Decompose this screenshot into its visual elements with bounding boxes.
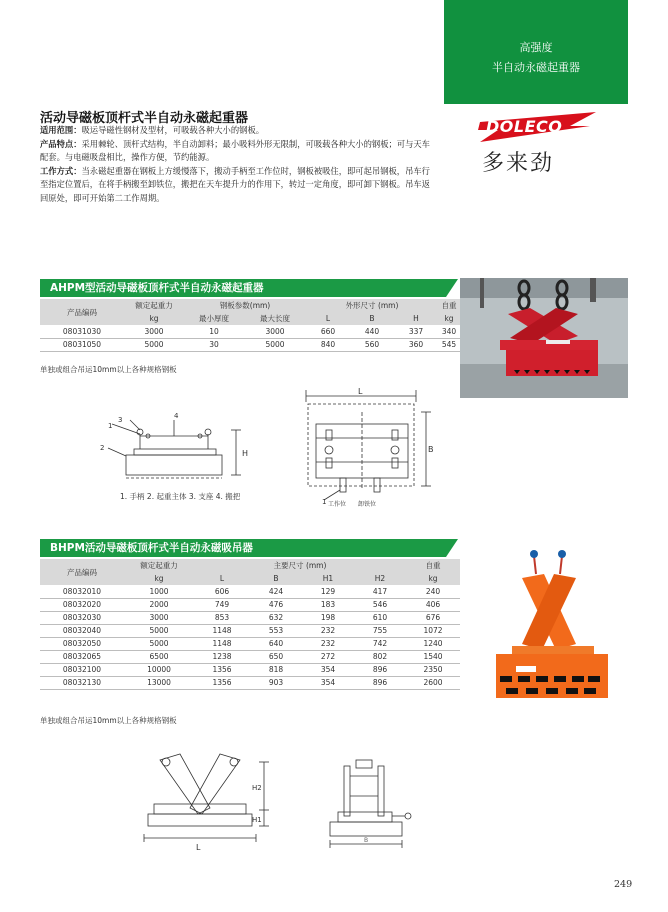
features-label: 产品特点：	[40, 138, 82, 149]
table-cell: 5000	[124, 637, 194, 650]
table-cell: 1356	[194, 663, 250, 676]
ahpm-product-photo	[460, 278, 628, 398]
table-row	[40, 676, 460, 689]
table-cell: 818	[250, 663, 302, 676]
table-cell: 742	[354, 637, 406, 650]
table-row	[40, 624, 460, 637]
table-cell: 360	[394, 338, 438, 351]
table-cell: 476	[250, 598, 302, 611]
callout-1b: 1	[322, 498, 327, 506]
table-cell: 5000	[124, 338, 184, 351]
subheader-h2: H2	[354, 572, 406, 585]
table-cell: 6500	[124, 650, 194, 663]
header-weight: 自重	[438, 299, 460, 312]
table-cell: 337	[394, 325, 438, 338]
table-header-row	[40, 559, 460, 572]
features-paragraph	[40, 138, 430, 165]
table-cell: 853	[194, 611, 250, 624]
ahpm-top-view-drawing	[300, 386, 440, 510]
callout-4: 4	[174, 412, 179, 420]
table-cell: 840	[306, 338, 350, 351]
section-b-table	[40, 559, 460, 690]
table-cell: 3000	[244, 325, 306, 338]
subheader-kg: kg	[124, 572, 194, 585]
table-cell: 606	[194, 585, 250, 598]
work-label: 工作方式：	[40, 165, 82, 176]
table-cell: 3000	[124, 325, 184, 338]
table-cell: 10000	[124, 663, 194, 676]
table-row	[40, 325, 460, 338]
table-cell: 640	[250, 637, 302, 650]
bhpm-product-photo	[484, 548, 614, 713]
table-cell: 560	[350, 338, 394, 351]
table-cell: 08032050	[40, 637, 124, 650]
table-cell: 650	[250, 650, 302, 663]
table-cell: 08032010	[40, 585, 124, 598]
dim-h1: H1	[252, 816, 262, 824]
table-cell: 354	[302, 663, 354, 676]
bhpm-side-view-drawing	[326, 756, 416, 856]
dim-b: B	[364, 837, 369, 844]
dim-l: L	[196, 843, 201, 852]
table-cell: 896	[354, 676, 406, 689]
ahpm-side-view-drawing	[96, 408, 256, 498]
table-header-row	[40, 299, 460, 312]
table-cell: 896	[354, 663, 406, 676]
table-cell: 232	[302, 624, 354, 637]
table-cell: 1238	[194, 650, 250, 663]
table-cell: 08032030	[40, 611, 124, 624]
header-capacity: 额定起重力	[124, 299, 184, 312]
callout-1: 1	[108, 422, 113, 430]
table-cell: 272	[302, 650, 354, 663]
subheader-b: B	[250, 572, 302, 585]
dim-h2: H2	[252, 784, 262, 792]
subheader-l: L	[306, 312, 350, 325]
header-code: 产品编码	[40, 559, 124, 585]
callout-2: 2	[100, 444, 105, 452]
table-cell: 354	[302, 676, 354, 689]
subheader-max-len: 最大长度	[244, 312, 306, 325]
table-row	[40, 637, 460, 650]
header-dims: 主要尺寸 (mm)	[194, 559, 406, 572]
dim-b: B	[428, 445, 434, 454]
subheader-kg2: kg	[406, 572, 460, 585]
table-row	[40, 338, 460, 351]
subheader-b: B	[350, 312, 394, 325]
subheader-h1: H1	[302, 572, 354, 585]
table-cell: 2000	[124, 598, 194, 611]
table-cell: 440	[350, 325, 394, 338]
table-cell: 183	[302, 598, 354, 611]
section-b-header: BHPM活动导磁板顶杆式半自动永磁吸吊器	[40, 539, 446, 557]
table-cell: 2350	[406, 663, 460, 676]
table-cell: 232	[302, 637, 354, 650]
header-plate: 钢板参数(mm)	[184, 299, 306, 312]
subheader-l: L	[194, 572, 250, 585]
section-b-note: 单独或组合吊运10mm以上各种规格钢板	[40, 716, 177, 725]
section-a-note: 单独或组合吊运10mm以上各种规格钢板	[40, 365, 177, 374]
table-cell: 676	[406, 611, 460, 624]
subheader-h: H	[394, 312, 438, 325]
subheader-min-thick: 最小厚度	[184, 312, 244, 325]
table-cell: 1540	[406, 650, 460, 663]
page-number: 249	[614, 879, 633, 890]
scope-label: 适用范围：	[40, 125, 82, 135]
table-cell: 13000	[124, 676, 194, 689]
work-paragraph	[40, 165, 430, 206]
table-cell: 198	[302, 611, 354, 624]
features-text: 采用棘轮、顶杆式结构，半自动卸料；最小吸料外形无限制，可吸载各种大小的钢板；可与天车配套。与电磁吸盘相比，操作方便，节约能源。	[40, 138, 430, 163]
scope-text: 吸运导磁性钢材及型材，可吸载各种大小的钢板。	[81, 125, 265, 135]
table-cell: 755	[354, 624, 406, 637]
header-code: 产品编码	[40, 299, 124, 325]
logo-brand-text: DOLECO	[486, 117, 563, 136]
scope-paragraph	[40, 124, 430, 138]
table-cell: 2600	[406, 676, 460, 689]
table-cell: 553	[250, 624, 302, 637]
dim-l: L	[358, 387, 363, 396]
category-line-2: 半自动永磁起重器	[492, 61, 580, 74]
table-cell: 545	[438, 338, 460, 351]
table-cell: 417	[354, 585, 406, 598]
table-cell: 240	[406, 585, 460, 598]
table-cell: 08031050	[40, 338, 124, 351]
table-cell: 340	[438, 325, 460, 338]
product-description	[40, 124, 430, 206]
ahpm-legend: 1. 手柄 2. 起重主体 3. 支座 4. 搬把	[120, 492, 241, 501]
table-cell: 5000	[244, 338, 306, 351]
header-weight: 自重	[406, 559, 460, 572]
table-cell: 08032130	[40, 676, 124, 689]
header-dims: 外形尺寸 (mm)	[306, 299, 438, 312]
table-cell: 30	[184, 338, 244, 351]
header-capacity: 额定起重力	[124, 559, 194, 572]
table-cell: 1240	[406, 637, 460, 650]
table-cell: 903	[250, 676, 302, 689]
dim-h: H	[242, 449, 249, 458]
doleco-logo	[478, 108, 596, 180]
table-cell: 424	[250, 585, 302, 598]
category-line-1: 高强度	[519, 41, 553, 54]
table-cell: 08032040	[40, 624, 124, 637]
table-row	[40, 598, 460, 611]
table-cell: 660	[306, 325, 350, 338]
table-cell: 1148	[194, 624, 250, 637]
table-cell: 632	[250, 611, 302, 624]
table-row	[40, 663, 460, 676]
subheader-kg: kg	[124, 312, 184, 325]
table-cell: 10	[184, 325, 244, 338]
table-cell: 802	[354, 650, 406, 663]
table-cell: 3000	[124, 611, 194, 624]
table-row	[40, 611, 460, 624]
section-a-header: AHPM型活动导磁板顶杆式半自动永磁起重器	[40, 279, 446, 297]
table-cell: 749	[194, 598, 250, 611]
table-cell: 08032065	[40, 650, 124, 663]
table-cell: 1148	[194, 637, 250, 650]
table-cell: 08031030	[40, 325, 124, 338]
bhpm-front-view-drawing	[140, 748, 280, 860]
table-cell: 5000	[124, 624, 194, 637]
label-work-position: 工作位	[328, 501, 347, 508]
table-cell: 610	[354, 611, 406, 624]
table-cell: 1072	[406, 624, 460, 637]
label-unload-position: 卸铁位	[358, 501, 377, 508]
section-a-rows	[40, 325, 460, 351]
table-cell: 406	[406, 598, 460, 611]
table-cell: 08032020	[40, 598, 124, 611]
table-cell: 129	[302, 585, 354, 598]
subheader-kg2: kg	[438, 312, 460, 325]
section-a-table	[40, 299, 460, 352]
table-cell: 1356	[194, 676, 250, 689]
table-row	[40, 585, 460, 598]
table-cell: 1000	[124, 585, 194, 598]
category-banner	[444, 0, 628, 104]
table-cell: 546	[354, 598, 406, 611]
callout-3: 3	[118, 416, 123, 424]
logo-chinese-text: 多来劲	[482, 151, 555, 176]
section-b-rows	[40, 585, 460, 689]
work-text: 当永磁起重器在钢板上方缓慢落下，搬动手柄至工作位时，钢板被吸住，即可起吊钢板，吊车行至指定位置后，在将手柄搬至卸铁位，搬把在天车提升力的作用下，转过一定角度，即可卸下钢板。吊车返回原处，即可开始第二工作周期。	[40, 165, 430, 203]
product-title: 活动导磁板顶杆式半自动永磁起重器	[40, 111, 249, 126]
table-row	[40, 650, 460, 663]
table-cell: 08032100	[40, 663, 124, 676]
